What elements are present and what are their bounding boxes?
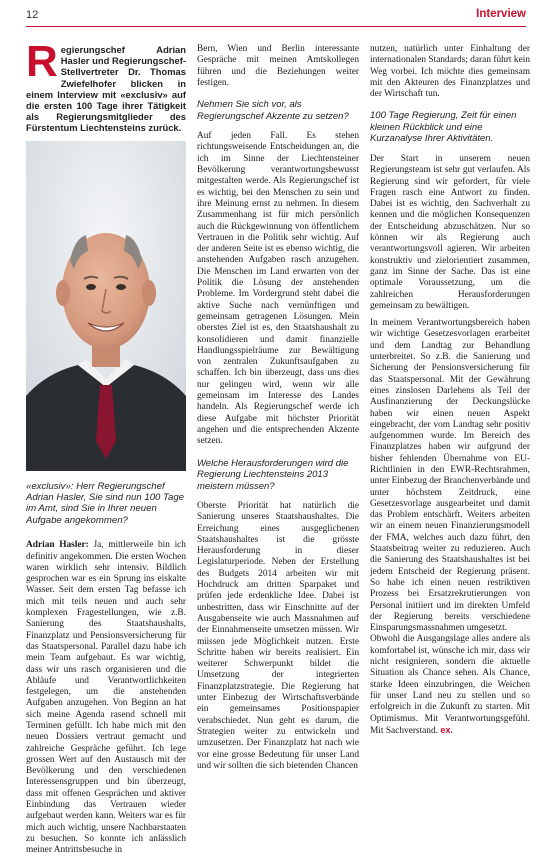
section-title: Interview [476, 8, 526, 20]
paragraph: Bern, Wien und Berlin interessante Gespräche mit meinen Amtskollegen führen und die Beziehungen weiter festigen. [197, 44, 359, 88]
paragraph: Der Start in unserem neuen Regierungsteam ist sehr gut verlaufen. Als Regierung sind wir gefordert, für viele Fragen rasch eine Antwort zu finden. Dabei ist es wichtig, den Sachverhalt zu kennen und die möglichen Konsequenzen der Entscheidung abzuschätzen. Nur so können wir als Regierung auch verantwortungsvoll agieren. Wir arbeiten konstruktiv und zielorientiert zusammen, ganz im Sinne der Sache. Das ist eine optimale Voraussetzung, um die zahlreichen Herausforderungen gemeinsam zu bewältigen. [370, 153, 530, 311]
column-2 [197, 44, 359, 778]
lead-paragraph [26, 37, 186, 134]
portrait-illustration [26, 141, 186, 471]
question: Welche Herausforderungen wird die Regierung Liechtensteins 2013 meistern müssen? [197, 457, 349, 492]
paragraph: Auf jeden Fall. Es stehen richtungsweisende Entscheidungen an, die ich im Sinne der Liechtensteiner Bevölkerung verantwortungsbewusst mitgestalten werde. Als Regierungschef ist es wichtig, bei den Menschen zu sein und ihre Meinung ernst zu nehmen. In diesem Zusammenhang ist für mich persönlich auch die Rückgewinnung von öffentlichem Vertrauen in die Politik sehr wichtig. Auf der anderen Seite ist es ebenso wichtig, die anstehenden Aufgaben rasch anzugehen. Die Menschen im Land erwarten von der Politik die Lösung der anstehenden Probleme. Im Vordergrund steht dabei die aktive Suche nach vernünftigen und gemeinsam getragenen Lösungen. Mein oberstes Ziel ist es, den Staatshaushalt zu konsolidieren und damit finanzielle Handlungsspielräume zur Bewältigung von zentralen Zukunftsaufgaben zu schaffen. Ich bin überzeugt, dass uns dies nur gelingen wird, wenn wir alle gemeinsam im Interesse des Landes handeln. Als Regierungschef werde ich diese Aufgabe mit höchster Priorität angehen und die entsprechenden Akzente setzen. [197, 131, 359, 447]
paragraph: In meinem Verantwortungsbereich haben wir wichtige Gesetzesvorlagen erarbeitet und dem Landtag zur Behandlung unterbreitet. So z.B. die Sanierung und Sicherung der Pensionsversicherung für das Staatspersonal. Mit der Gewährung eines zinslosen Darlehens als Teil der Ausfinanzierung der Deckungslücke haben wir einen neuen Aspekt eingebracht, der vom Landtag sehr positiv aufgenommen wurde. Im Bereich des Finanzplatzes haben wir aufgrund der bisher fehlenden Übernahme von EU-Richtlinien in den EWR-Rechtsrahmen, unter Einbezug der Branchenverbände und unter höchstem Zeitdruck, eine Gesetzesvorlage ausgearbeitet und damit das Problem entschärft. Weiters arbeiten wir an einem neuen Finanzierungsmodell der FMA, welches auch dazu führt, den Staatsbeitrag weiter zu reduzieren. Auch die Sanierung des Staatshaushaltes ist bei jedem Entscheid der Regierung präsent. So habe ich einen neuen restriktiven Prozess bei Ersatzrekrutierungen von Personal initiiert und im direkten Umfeld der Regierung bereits verschiedene Einsparungsmassnahmen umgesetzt. [370, 318, 530, 634]
column-1 [26, 37, 186, 863]
closing-text: Obwohl die Ausgangslage alles andere als komfortabel ist, wünsche ich mir, dass wir nicht resignieren, sondern die aktuelle Situation als Chance sehen. Als Chance, starke Ideen einzubringen, die Weichen für unser Land neu zu stellen und so erfolgreich in die Zukunft zu starten. Mit Optimismus. Mit Verantwortungsgefühl. Mit Sachverstand. [370, 634, 530, 736]
speaker-label: Adrian Hasler: [26, 540, 89, 551]
column-3 [370, 44, 530, 743]
end-mark: ex. [440, 724, 453, 735]
portrait-photo [26, 141, 186, 471]
answer-text: Ja, mittlerweile bin ich definitiv angekommen. Die ersten Wochen waren wirklich sehr intensiv. Bildlich gesprochen war es ein Sprung ins eiskalte Wasser. Seit dem ersten Tag befasse ich mich mit teils neuen und auch sehr komplexen Fragestellungen, wie z.B. Sanierung des Staatshaushalts, Finanzplatz und Pensionsversicherung für das Staatspersonal. Parallel dazu habe ich mein Team aufgebaut. Es war wichtig, dass wir uns rasch organisieren und die Abläufe und Verantwortlichkeiten festgelegen, um die anstehenden Aufgaben anzugehen. Von Beginn an hat sich meine Agenda rasend schnell mit Terminen gefüllt. Ich habe mich mit den neuen Dossiers vertraut gemacht und zahlreiche Gespräche geführt. Ich lege grossen Wert auf den Austausch mit der Bevölkerung und den verschiedenen Interessensgruppen und bin überzeugt, dass mit offenen Gesprächen und aktiver Einbindung das Vertrauen wieder aufgebaut werden kann. Weiters war es für mich auch wichtig, unsere Nachbarstaaten zu besuchen. So konnte ich anlässlich meiner Antrittsbesuche in [26, 540, 186, 856]
photo-caption: «exclusiv»: Herr Regierungschef Adrian Hasler, Sie sind nun 100 Tage im Amt, sind Sie in Ihrer neuen Aufgabe angekommen? [26, 480, 185, 526]
question: Nehmen Sie sich vor, als Regierungschef Akzente zu setzen? [197, 99, 349, 122]
paragraph: nutzen, natürlich unter Einhaltung der internationalen Standards; daran führt kein Weg vorbei. Ich möchte dies gemeinsam mit den Akteuren des Finanzplatzes und der Wirtschaft tun. [370, 44, 530, 100]
header-rule [26, 26, 526, 27]
page-header [0, 0, 550, 26]
question: 100 Tage Regierung, Zeit für einen kleinen Rückblick und eine Kurzanalyse Ihrer Aktivitäten. [370, 110, 517, 145]
lead-text: egierungschef Adrian Hasler und Regierungschef-Stellvertreter Dr. Thomas Zwiefelhofer blicken in einem Interview mit «exclusiv» auf die ersten 100 Tage ihrer Tätigkeit als Regierungsmitglieder des Fürstentum Liechtensteins zurück. [26, 44, 186, 134]
paragraph: Oberste Priorität hat natürlich die Sanierung unseres Staatshaushaltes. Die Erreichung eines ausgeglichenen Staatshaushaltes ist die grösste Herausforderung in dieser Legislaturperiode. Neben der Erstellung des Budgets 2014 arbeiten wir mit Hochdruck am dritten Sparpaket und prüfen jede erdenkliche Idee. Dabei ist unbestritten, dass wir Einschnitte auf der Ausgabenseite wie auch Massnahmen auf der Einnahmenseite umsetzen müssen. Wir müssen jede Möglichkeit nutzen. Erste Schritte haben wir bereits realisiert. Ein weiterer Schwerpunkt bildet die Umsetzung der integrierten Finanzplatzstrategie. Die Regierung hat unter Einbezug der Wirtschaftsverbände ein gemeinsames Positionspapier verabschiedet. Nun geht es darum, die Strategien weiter zu entwickeln und umzusetzen. Der Finanzplatz hat nach wie vor eine grosse Bedeutung für unser Land und wir sollten die sich bietenden Chancen [197, 501, 359, 771]
drop-cap: R [26, 37, 58, 86]
closing-paragraph [370, 634, 530, 737]
answer-paragraph [26, 540, 186, 856]
page-number: 12 [26, 9, 39, 21]
